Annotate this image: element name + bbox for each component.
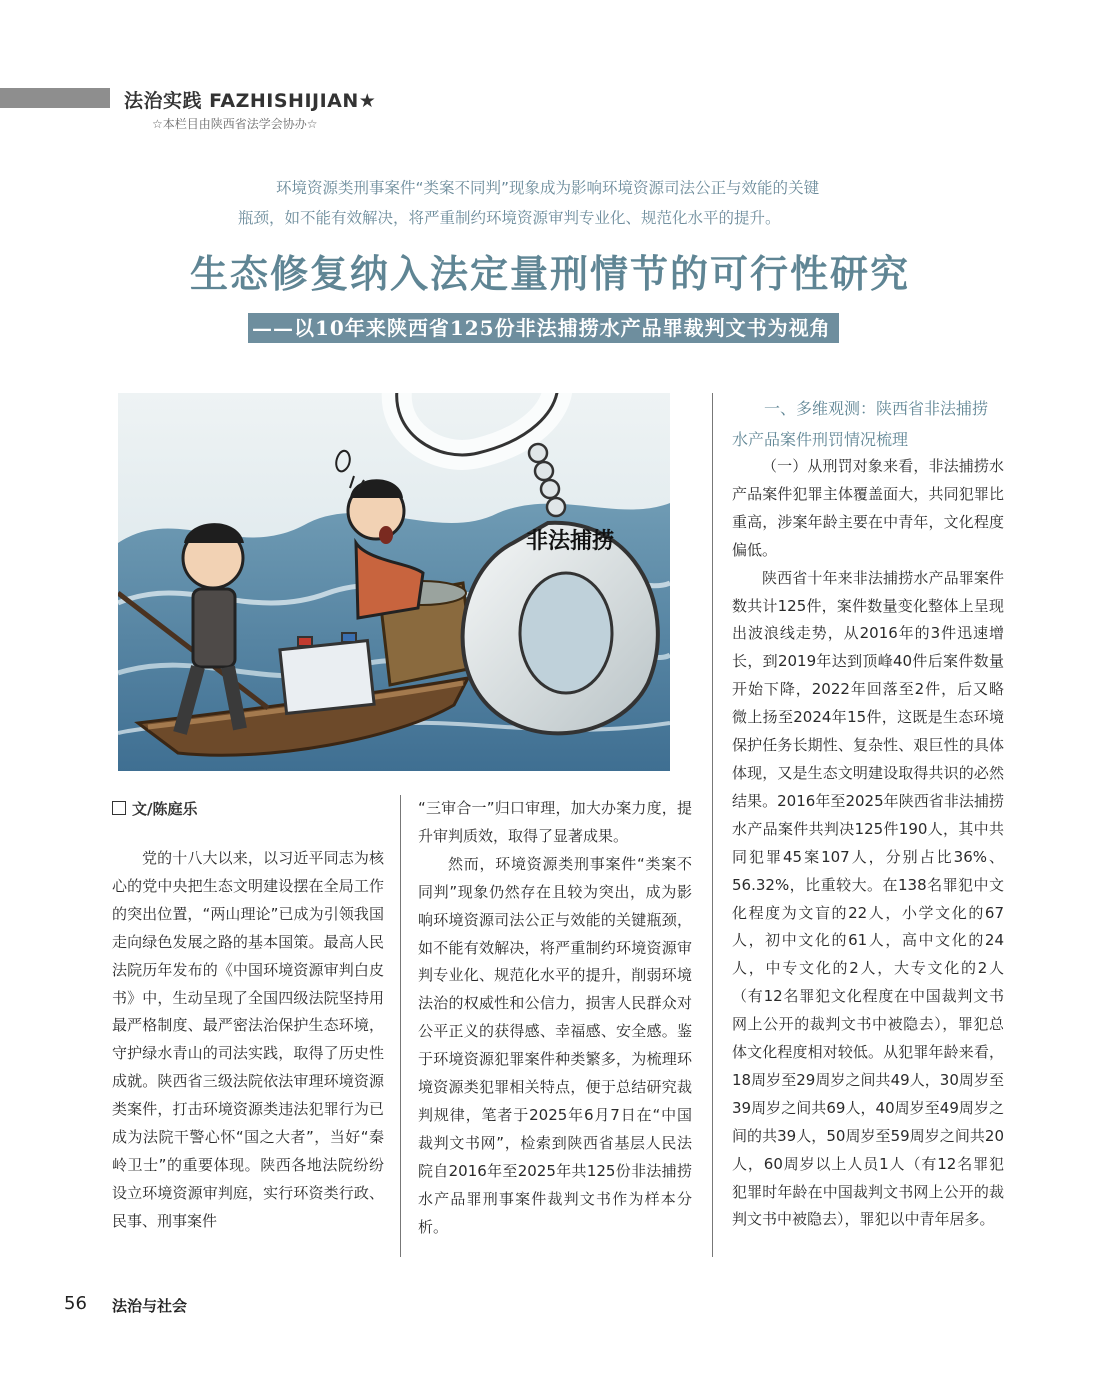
lead-line-1: 环境资源类刑事案件“类案不同判”现象成为影响环境资源司法公正与效能的关键 <box>276 179 820 197</box>
article-title: 生态修复纳入法定量刑情节的可行性研究 <box>189 252 910 296</box>
co-organizer-note: ☆本栏目由陕西省法学会协办☆ <box>152 117 318 131</box>
magazine-name: 法治与社会 <box>112 1297 188 1315</box>
handcuff-label: 非法捕捞 <box>525 529 615 554</box>
author: 文/陈庭乐 <box>132 800 198 818</box>
lead-paragraph <box>238 173 918 233</box>
col3-paragraph-2: 陕西省十年来非法捕捞水产品罪案件数共计125件，案件数量变化整体上呈现出波浪线走势，从2016年的3件迅速增长，到2019年达到顶峰40件后案件数量开始下降，2022年回落至2件，后又略微上扬至2024年15件，这既是生态环境保护任务长期性、复杂性、艰巨性的具体体现，又是生态文明建设取得共识的必然结果。2016年至2025年陕西省非法捕捞水产品案件共判决125件190人，其中共同犯罪45案107人，分别占比36%、56.32%，比重较大。在138名罪犯中文化程度为文盲的22人，小学文化的67人，初中文化的61人，高中文化的24人，中专文化的2人，大专文化的2人（有12名罪犯文化程度在中国裁判文书网上公开的裁判文书中被隐去），罪犯总体文化程度相对较低。从犯罪年龄来看，18周岁至29周岁之间共49人，30周岁至39周岁之间共69人，40周岁至49周岁之间的共39人，50周岁至59周岁之间共20人，60周岁以上人员1人（有12名罪犯犯罪时年龄在中国裁判文书网上公开的裁判文书中被隐去），罪犯以中青年居多。 <box>732 568 1004 1229</box>
lead-line-2: 瓶颈，如不能有效解决，将严重制约环境资源审判专业化、规范化水平的提升。 <box>238 209 781 227</box>
battery <box>280 641 374 714</box>
byline <box>112 798 197 819</box>
col2-paragraph-1: “三审合一”归口审理，加大办案力度，提升审判质效，取得了显著成果。 <box>418 799 692 845</box>
article-subtitle: ——以10年来陕西省125份非法捕捞水产品罪裁判文书为视角 <box>248 313 839 343</box>
page-number: 56 <box>64 1293 87 1314</box>
column-divider-1 <box>400 795 401 1257</box>
section-title: 法治实践 FAZHISHIJIAN★ <box>124 90 377 112</box>
byline-square <box>112 801 126 815</box>
col1-paragraph-1: 党的十八大以来，以习近平同志为核心的党中央把生态文明建设摆在全局工作的突出位置，“两山理论”已成为引领我国走向绿色发展之路的基本国策。最高人民法院历年发布的《中国环境资源审判白皮书》中，生动呈现了全国四级法院坚持用最严格制度、最严密法治保护生态环境，守护绿水青山的司法实践，取得了历史性成就。陕西省三级法院依法审理环境资源类案件，打击环境资源类违法犯罪行为已成为法院干警心怀“国之大者”，当好“秦岭卫士”的重要体现。陕西各地法院纷纷设立环境资源审判庭，实行环资类行政、民事、刑事案件 <box>112 849 384 1230</box>
column-1 <box>112 845 384 1236</box>
column-divider-2 <box>712 393 713 1257</box>
cartoon-illustration <box>118 393 670 771</box>
col3-paragraph-1: （一）从刑罚对象来看，非法捕捞水产品案件犯罪主体覆盖面大，共同犯罪比重高，涉案年龄主要在中青年，文化程度偏低。 <box>732 457 1004 559</box>
header-bar <box>0 88 110 108</box>
column-3 <box>732 453 1004 1234</box>
col2-paragraph-2: 然而，环境资源类刑事案件“类案不同判”现象仍然存在且较为突出，成为影响环境资源司法公正与效能的关键瓶颈，如不能有效解决，将严重制约环境资源审判专业化、规范化水平的提升，削弱环境法治的权威性和公信力，损害人民群众对公平正义的获得感、幸福感、安全感。鉴于环境资源犯罪案件种类繁多，为梳理环境资源类犯罪相关特点，便于总结研究裁判规律，笔者于2025年6月7日在“中国裁判文书网”，检索到陕西省基层人民法院自2016年至2025年共125份非法捕捞水产品罪刑事案件裁判文书作为样本分析。 <box>418 854 692 1236</box>
section-heading <box>732 393 1004 455</box>
column-2 <box>418 795 692 1242</box>
section-heading-line-1: 一、多维观测：陕西省非法捕捞 <box>764 399 989 418</box>
section-heading-line-2: 水产品案件刑罚情况梳理 <box>732 430 909 449</box>
